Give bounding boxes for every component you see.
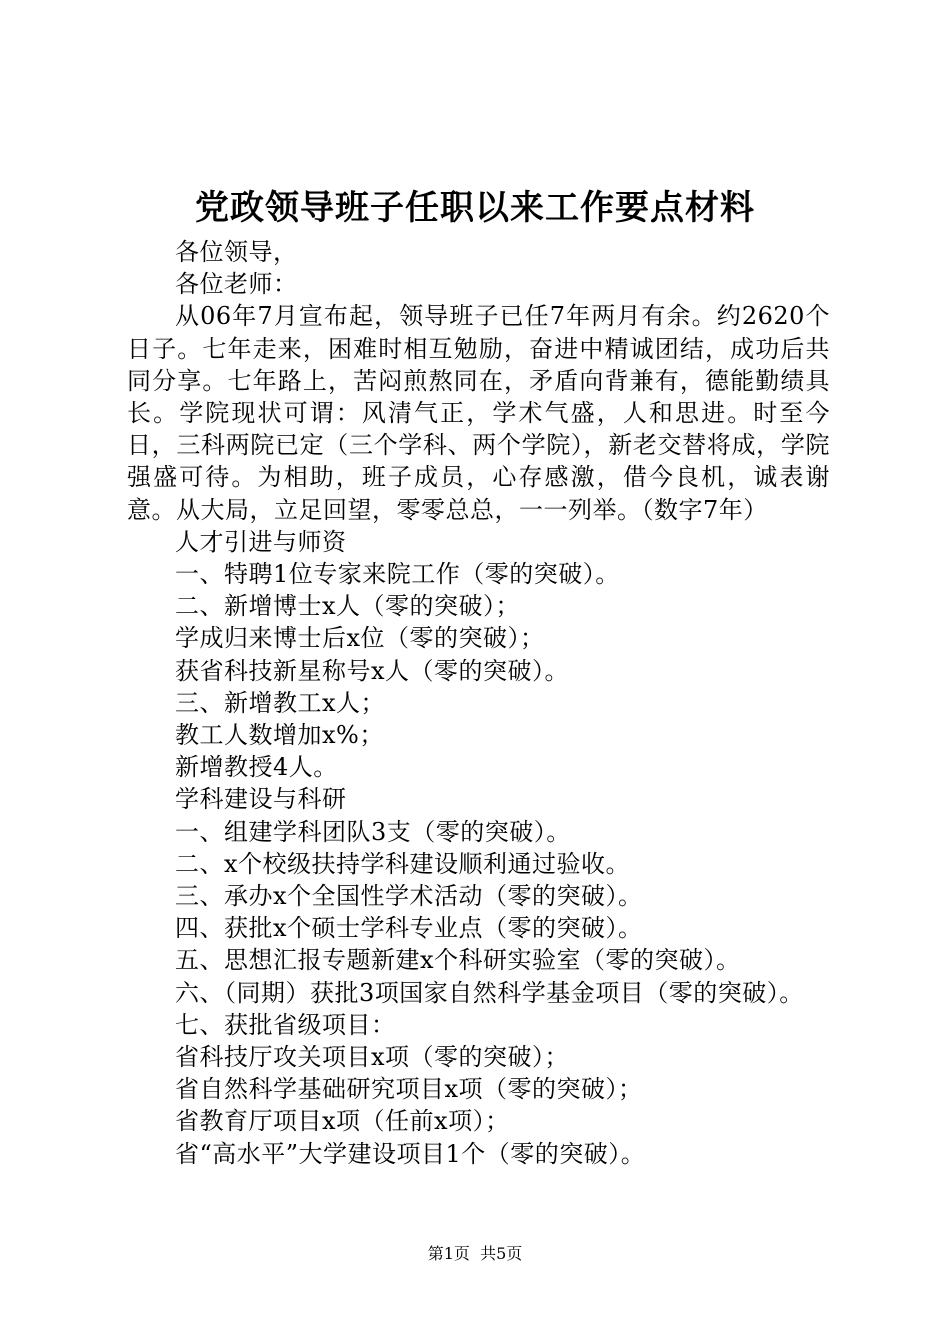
list-item: 省自然科学基础研究项目x项（零的突破）； [175,1075,643,1104]
list-item: 七、获批省级项目： [175,1010,396,1039]
list-item: 五、思想汇报专题新建x个科研实验室（零的突破）。 [175,946,741,975]
greeting-teachers: 各位老师： [175,270,298,299]
page-total: 共5页 [480,1244,523,1263]
greeting-leaders: 各位领导， [175,238,298,266]
list-item: 获省科技新星称号x人（零的突破）。 [175,656,570,685]
list-item: 学成归来博士后x位（零的突破）； [175,624,545,653]
list-item: 二、新增博士x人（零的突破）； [175,592,521,621]
list-item: 三、承办x个全国性学术活动（零的突破）。 [175,882,643,911]
list-item: 新增教授4人。 [175,753,338,782]
list-item: 一、组建学科团队3支（零的突破）。 [175,817,571,846]
list-item: 教工人数增加x%； [175,721,384,750]
list-item-wrapped: 六、（同期）获批3项国家自然科学基金项目（零的突破）。 [175,978,804,1007]
list-item: 三、新增教工x人； [175,688,386,717]
list-item: 省教育厅项目x项（任前x项）； [175,1107,510,1136]
document-title: 党政领导班子任职以来工作要点材料 [195,188,755,228]
page-footer [0,1244,950,1264]
list-item: 四、获批x个硕士学科专业点（零的突破）。 [175,914,643,943]
list-item: 二、x个校级扶持学科建设顺利通过验收。 [175,849,631,878]
section-heading-discipline: 学科建设与科研 [175,785,347,814]
document-body [127,236,830,1170]
intro-paragraph: 从06年7月宣布起，领导班子已任7年两月有余。约2620个日子。七年走来，困难时相互勉励，奋进中精诚团结，成功后共同分享。七年路上，苦闷煎熬同在，矛盾向背兼有，德能勤绩具长。学院现状可谓：风清气正，学术气盛，人和思进。时至今日，三科两院已定（三个学科、两个学院），新老交替将成，学院强盛可待。为相助，班子成员，心存感激，借今良机，诚表谢意。从大局，立足回望，零零总总，一一列举。（数字7年） [127,302,830,524]
page-number: 第1页 [427,1244,470,1263]
list-item: 一、特聘1位专家来院工作（零的突破）。 [175,560,620,589]
section-heading-talent: 人才引进与师资 [175,527,347,556]
list-item: 省科技厅攻关项目x项（零的突破）； [175,1043,570,1072]
list-item: 省“高水平”大学建设项目1个（零的突破）。 [175,1139,646,1168]
